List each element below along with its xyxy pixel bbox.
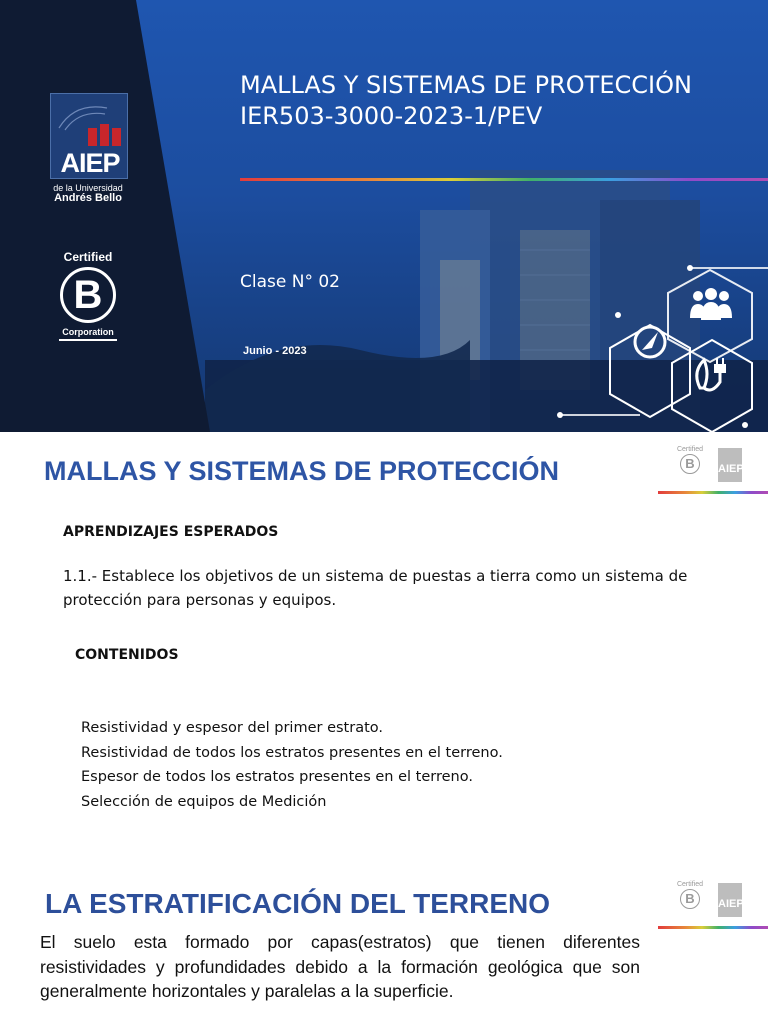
contents-heading: CONTENIDOS xyxy=(75,647,179,663)
slide2-title: MALLAS Y SISTEMAS DE PROTECCIÓN xyxy=(44,456,560,486)
campus-building-illustration xyxy=(205,170,768,432)
learning-heading: APRENDIZAJES ESPERADOS xyxy=(63,524,279,540)
cover-class-label: Clase N° 02 xyxy=(240,272,340,292)
slide3-corner-logos xyxy=(658,881,768,931)
cover-background xyxy=(0,0,768,432)
aiep-sub-line2: Andrés Bello xyxy=(54,192,122,204)
aiep-logo-subtitle xyxy=(40,183,136,203)
stratification-slide xyxy=(0,864,768,1024)
aiep-logo-word: AIEP xyxy=(60,148,120,178)
slide3-body-text: El suelo esta formado por capas(estratos) que tienen diferentes resistividades y profundidades debido a la formación geológica que son generalmente horizontales y paralelas a la superficie. xyxy=(40,932,640,1001)
contents-list xyxy=(81,716,503,814)
mini-bcorp-b-icon: B xyxy=(680,889,700,909)
mini-bcorp-certified: Certified xyxy=(676,881,704,888)
mini-bcorp-logo xyxy=(676,881,704,910)
bcorp-certified-text: Certified xyxy=(63,250,113,264)
mini-bcorp-logo xyxy=(676,446,704,475)
cover-slide xyxy=(0,0,768,432)
leaf-plug-icon xyxy=(690,352,734,398)
aiep-arc-decor xyxy=(51,94,129,134)
slide3-title: LA ESTRATIFICACIÓN DEL TERRENO xyxy=(45,888,551,919)
cover-date: Junio - 2023 xyxy=(243,345,307,357)
mini-bcorp-b-icon: B xyxy=(680,454,700,474)
learning-text: 1.1.- Establece los objetivos de un sistema de puestas a tierra como un sistema de protección para personas y equipos. xyxy=(63,567,688,609)
compass-icon xyxy=(628,322,672,362)
mini-bcorp-certified: Certified xyxy=(676,446,704,453)
navy-side-panel xyxy=(0,0,210,432)
objectives-slide xyxy=(0,432,768,864)
people-icon xyxy=(688,288,734,322)
cover-rainbow-rule xyxy=(240,178,768,181)
bcorp-b-icon: B xyxy=(60,267,116,323)
bcorp-underline xyxy=(59,339,117,341)
aiep-logo xyxy=(50,93,128,179)
slide2-rainbow-rule xyxy=(658,491,768,494)
list-item: Espesor de todos los estratos presentes en el terreno. xyxy=(81,769,473,785)
aiep-sub-line1: de la Universidad xyxy=(53,183,123,193)
list-item: Resistividad y espesor del primer estrato. xyxy=(81,720,383,736)
mini-aiep-logo: AIEP xyxy=(718,448,742,482)
list-item: Resistividad de todos los estratos presentes en el terreno. xyxy=(81,744,503,761)
cover-title: MALLAS Y SISTEMAS DE PROTECCIÓN IER503-3000-2023-1/PEV xyxy=(240,71,692,130)
bcorp-corporation-text: Corporation xyxy=(62,327,114,337)
list-item: Selección de equipos de Medición xyxy=(81,793,327,810)
slide3-rainbow-rule xyxy=(658,926,768,929)
bcorp-logo xyxy=(52,250,124,341)
slide2-corner-logos xyxy=(658,446,768,496)
mini-aiep-logo: AIEP xyxy=(718,883,742,917)
